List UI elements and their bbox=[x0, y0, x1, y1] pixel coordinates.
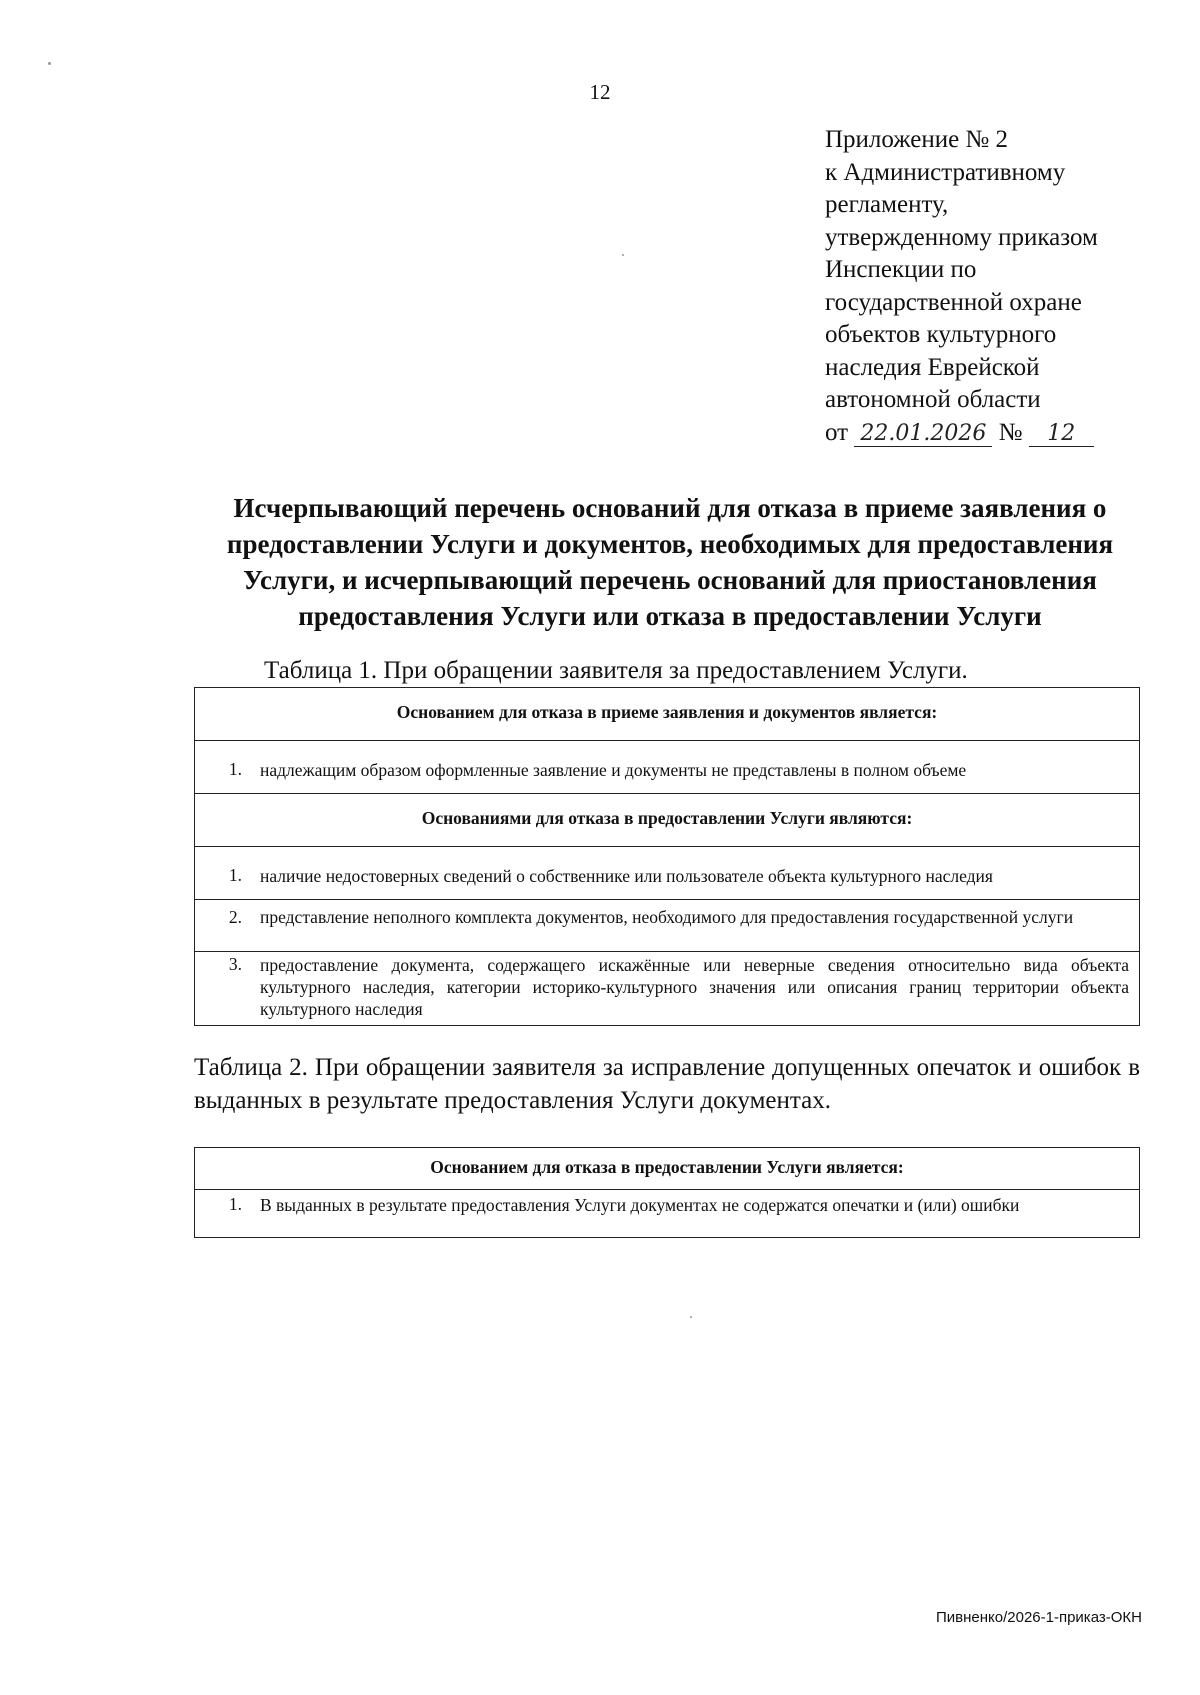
row-number: 2. bbox=[228, 907, 242, 927]
page-number: 12 bbox=[589, 80, 611, 104]
row-number: 1. bbox=[228, 865, 242, 885]
appendix-line: Инспекции по bbox=[825, 256, 977, 283]
order-date-number-line bbox=[825, 417, 1098, 450]
number-label: № bbox=[998, 418, 1023, 446]
from-label: от bbox=[825, 418, 849, 446]
row-number: 3. bbox=[228, 954, 242, 974]
appendix-line: государственной охране bbox=[825, 288, 1082, 316]
row-text: В выданных в результате предоставления Услуги документах не содержатся опечатки и (или) ошибки bbox=[242, 1190, 1140, 1238]
table-row bbox=[195, 900, 1140, 952]
scan-speck bbox=[690, 1316, 692, 1318]
row-text: наличие недостоверных сведений о собственнике или пользователе объекта культурного наследия bbox=[242, 847, 1140, 900]
appendix-line: автономной области bbox=[825, 386, 1041, 413]
appendix-line: утвержденному приказом bbox=[825, 223, 1098, 251]
table1-section2-header: Основаниями для отказа в предоставлении Услуги являются: bbox=[195, 794, 1140, 847]
table-row bbox=[195, 741, 1140, 794]
table1 bbox=[194, 687, 1140, 1026]
handwritten-number: 12 bbox=[1047, 420, 1076, 446]
row-number: 1. bbox=[228, 1194, 242, 1214]
scan-speck bbox=[48, 62, 51, 65]
table1-caption: Таблица 1. При обращении заявителя за предоставлением Услуги. bbox=[264, 657, 968, 684]
row-text: представление неполного комплекта документов, необходимого для предоставления государственной услуги bbox=[242, 900, 1140, 952]
appendix-line: регламенту, bbox=[825, 191, 949, 218]
document-title: Исчерпывающий перечень оснований для отказа в приеме заявления о предоставлении Услуги и документов, необходимых для предоставления Услуги, и исчерпывающий перечень оснований для приостановления предоставления Услуги или отказа в предоставлении Услуги bbox=[226, 493, 1114, 631]
handwritten-date: 22.01.2026 bbox=[860, 420, 987, 446]
row-number: 1. bbox=[228, 759, 242, 779]
document-footer-code: Пивненко/2026-1-приказ-ОКН bbox=[935, 1609, 1142, 1626]
row-text: надлежащим образом оформленные заявление и документы не представлены в полном объеме bbox=[242, 741, 1140, 794]
table2-caption: Таблица 2. При обращении заявителя за исправление допущенных опечаток и ошибок в выданных в результате предоставления Услуги документах. bbox=[194, 1054, 1140, 1114]
appendix-line: объектов культурного bbox=[825, 321, 1057, 348]
table2 bbox=[194, 1147, 1140, 1238]
row-text: предоставление документа, содержащего искажённые или неверные сведения относительно вида объекта культурного наследия, категории историко-культурного значения или описания границ территории объекта культурного наследия bbox=[242, 952, 1140, 1026]
table-row bbox=[195, 847, 1140, 900]
table2-header: Основанием для отказа в предоставлении Услуги является: bbox=[195, 1148, 1140, 1190]
appendix-line: наследия Еврейской bbox=[825, 353, 1040, 381]
scan-speck bbox=[622, 254, 624, 256]
appendix-line: Приложение № 2 bbox=[825, 126, 1009, 153]
appendix-line: к Административному bbox=[825, 158, 1066, 186]
appendix-block bbox=[825, 124, 1098, 449]
table-row bbox=[195, 1190, 1140, 1238]
table-row bbox=[195, 952, 1140, 1026]
table1-section1-header: Основанием для отказа в приеме заявления и документов является: bbox=[195, 688, 1140, 741]
